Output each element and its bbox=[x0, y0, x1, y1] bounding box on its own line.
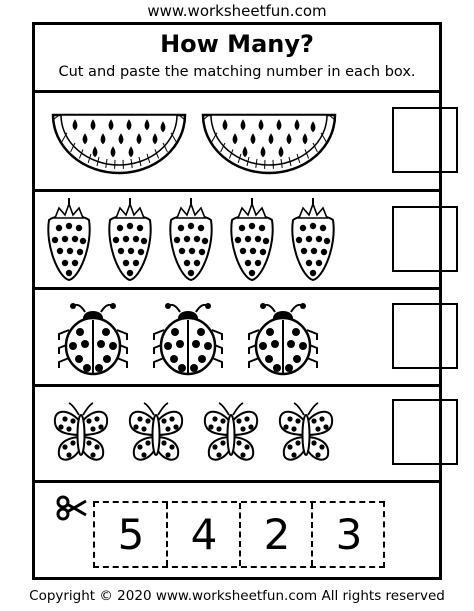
answer-box[interactable] bbox=[392, 206, 458, 272]
butterfly-icon bbox=[205, 403, 257, 460]
copyright-footer: Copyright © 2020 www.worksheetfun.com All rights reserved bbox=[29, 588, 445, 604]
count-row-ladybug bbox=[35, 290, 439, 384]
cut-number[interactable]: 5 bbox=[117, 510, 145, 559]
ladybug-icon bbox=[59, 303, 127, 374]
ladybug-icon bbox=[154, 303, 222, 374]
watermelon-icon bbox=[203, 115, 335, 173]
ladybug-group bbox=[35, 290, 365, 384]
count-row-butterfly bbox=[35, 387, 439, 480]
site-url: www.worksheetfun.com bbox=[147, 2, 327, 20]
butterfly-icon bbox=[280, 403, 332, 460]
butterfly-icon bbox=[55, 403, 107, 460]
count-row-strawberry bbox=[35, 192, 439, 287]
divider bbox=[32, 480, 442, 483]
count-row-watermelon bbox=[35, 93, 439, 189]
cut-number[interactable]: 3 bbox=[335, 510, 363, 559]
worksheet-title: How Many? bbox=[160, 30, 314, 58]
answer-box[interactable] bbox=[392, 399, 458, 465]
cut-number[interactable]: 2 bbox=[263, 510, 291, 559]
scissors-icon bbox=[56, 494, 88, 522]
strawberry-icon bbox=[231, 198, 272, 280]
strawberry-icon bbox=[48, 198, 89, 280]
butterfly-icon bbox=[130, 403, 182, 460]
cut-out-strip bbox=[93, 501, 385, 568]
answer-box[interactable] bbox=[392, 107, 458, 173]
worksheet-instructions: Cut and paste the matching number in each box. bbox=[58, 64, 416, 80]
strawberry-icon bbox=[292, 198, 333, 280]
ladybug-icon bbox=[249, 303, 317, 374]
strawberry-icon bbox=[109, 198, 150, 280]
strawberry-group bbox=[35, 192, 365, 287]
answer-box[interactable] bbox=[392, 303, 458, 369]
watermelon-icon bbox=[53, 115, 185, 173]
strawberry-icon bbox=[170, 198, 211, 280]
butterfly-group bbox=[35, 387, 365, 480]
watermelon-group bbox=[35, 93, 365, 189]
cut-number[interactable]: 4 bbox=[190, 510, 218, 559]
